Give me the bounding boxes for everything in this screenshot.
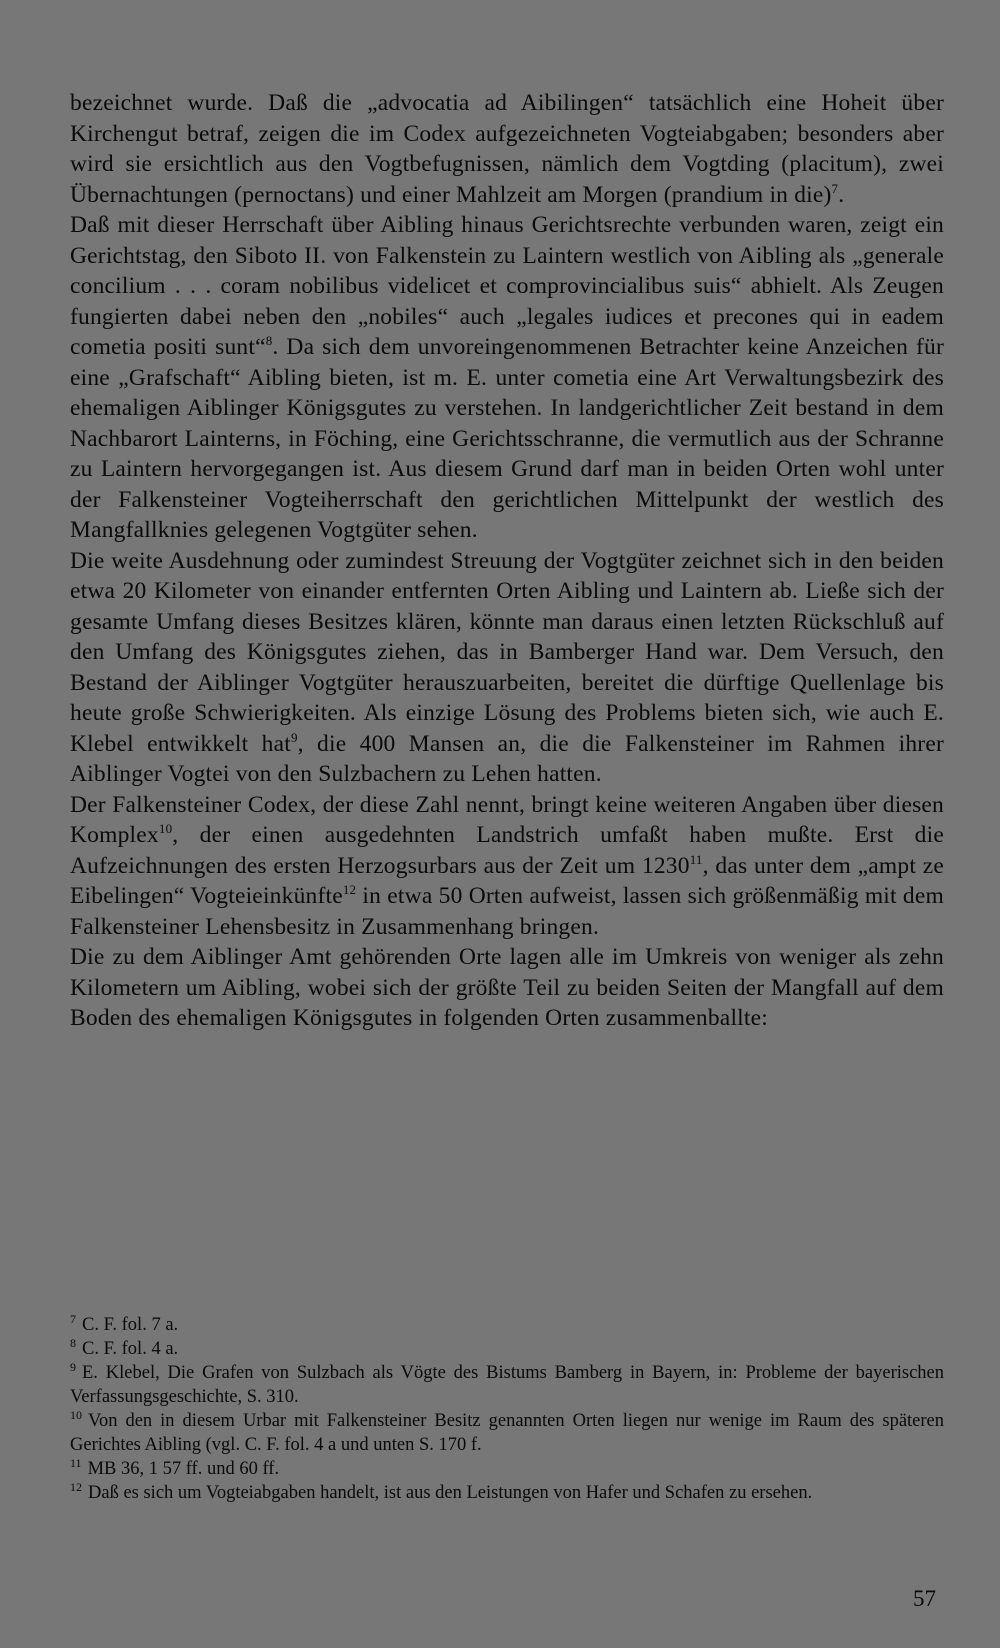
footnote-reference: 12 <box>342 882 357 898</box>
footnote-reference: 8 <box>265 333 273 349</box>
text-segment: Die zu dem Aiblinger Amt gehörenden Orte lagen alle im Umkreis von weniger als zehn Kilometern um Aibling, wobei sich der größte Teil zu beiden Seiten der Mangfall auf dem Boden des ehemaligen Königsgutes in folgenden Orten zusammenballte: <box>70 944 944 1031</box>
text-segment: . <box>838 181 845 208</box>
footnote <box>70 1457 944 1481</box>
footnote-text: Daß es sich um Vogteiabgaben handelt, ist aus den Leistungen von Hafer und Schafen zu ersehen. <box>88 1483 813 1503</box>
footnote-text: MB 36, 1 57 ff. und 60 ff. <box>87 1459 280 1479</box>
text-segment: Daß mit dieser Herrschaft über Aibling hinaus Gerichtsrechte verbunden waren, zeigt ein Gerichtstag, den Siboto II. von Falkenstein zu Laintern westlich von Aibling als „generale concilium . . . coram nobilibus videlicet et comprovincialibus suis“ abhielt. Als Zeugen fungierten dabei neben den „nobiles“ auch „legales iudices et precones qui in eadem cometia positi sunt“ <box>70 212 944 360</box>
footnote-number: 10 <box>70 1407 82 1422</box>
paragraph <box>70 546 944 790</box>
footnote-text: C. F. fol. 4 a. <box>82 1339 179 1359</box>
footnote-number: 9 <box>70 1359 76 1374</box>
text-segment: , das unter dem „ampt ze Eibelingen“ Vogteieinkünfte <box>70 852 945 909</box>
footnote-number: 8 <box>70 1335 76 1350</box>
text-segment: Der Falkensteiner Codex, der diese Zahl nennt, bringt keine weiteren Angaben über diesen Komplex <box>70 791 944 848</box>
footnotes <box>70 1313 944 1505</box>
paragraph <box>70 790 944 943</box>
paragraph <box>70 942 944 1034</box>
footnote-reference: 7 <box>831 180 839 196</box>
text-segment: . Da sich dem unvoreingenommenen Betrachter keine Anzeichen für eine „Grafschaft“ Aibling bieten, ist m. E. unter cometia eine Art Verwaltungsbezirk des ehemaligen Aiblinger Königsgutes zu verstehen. In landgerichtlicher Zeit bestand in dem Nachbarort Lainterns, in Föching, eine Gerichtsschranne, die vermutlich aus der Schranne zu Laintern hervorgegangen ist. Aus diesem Grund darf man in beiden Orten wohl unter der Falkensteiner Vogteiherrschaft den gerichtlichen Mittelpunkt der westlich des Mangfallknies gelegenen Vogtgüter sehen. <box>70 334 944 543</box>
text-segment: Die weite Ausdehnung oder zumindest Streuung der Vogtgüter zeichnet sich in den beiden etwa 20 Kilometer von einander entfernten Orten Aibling und Laintern ab. Ließe sich der gesamte Umfang dieses Besitzes klären, könnte man daraus einen letzten Rückschluß auf den Umfang des Königsgutes ziehen, das in Bamberger Hand war. Dem Versuch, den Bestand der Aiblinger Vogtgüter herauszuarbeiten, bereitet die dürftige Quellenlage bis heute große Schwierigkeiten. Als einzige Lösung des Problems bieten sich, wie auch E. Klebel entwikkelt hat <box>70 547 944 757</box>
body-text <box>70 88 944 1034</box>
footnote-number: 12 <box>70 1479 82 1494</box>
footnote <box>70 1361 944 1409</box>
footnote <box>70 1313 944 1337</box>
footnote-reference: 9 <box>290 729 298 745</box>
footnote-reference: 10 <box>158 821 173 837</box>
paragraph <box>70 88 944 210</box>
footnote <box>70 1337 944 1361</box>
footnote-number: 7 <box>70 1311 76 1326</box>
footnote-text: C. F. fol. 7 a. <box>82 1315 179 1335</box>
text-segment: , der einen ausgedehnten Landstrich umfaßt haben mußte. Erst die Aufzeichnungen des ersten Herzogsurbars aus der Zeit um 1230 <box>70 822 944 879</box>
footnote <box>70 1409 944 1457</box>
footnote-text: E. Klebel, Die Grafen von Sulzbach als Vögte des Bistums Bamberg in Bayern, in: Probleme der bayerischen Verfassungsgeschichte, S. 310. <box>70 1363 944 1407</box>
footnote-number: 11 <box>70 1455 82 1470</box>
paragraph <box>70 210 944 546</box>
footnote-reference: 11 <box>689 851 703 867</box>
text-segment: , die 400 Mansen an, die die Falkensteiner im Rahmen ihrer Aiblinger Vogtei von den Sulzbachern zu Lehen hatten. <box>70 730 944 787</box>
footnote-text: Von den in diesem Urbar mit Falkensteiner Besitz genannten Orten liegen nur wenige im Raum des späteren Gerichtes Aibling (vgl. C. F. fol. 4 a und unten S. 170 f. <box>70 1411 944 1455</box>
footnote <box>70 1481 944 1505</box>
text-segment: bezeichnet wurde. Daß die „advocatia ad Aibilingen“ tatsächlich eine Hoheit über Kirchengut betraf, zeigen die im Codex aufgezeichneten Vogteiabgaben; besonders aber wird sie ersichtlich aus den Vogtbefugnissen, nämlich dem Vogtding (placitum), zwei Übernachtungen (pernoctans) und einer Mahlzeit am Morgen (prandium in die) <box>70 90 944 208</box>
page-number: 57 <box>913 1586 936 1611</box>
text-segment: in etwa 50 Orten aufweist, lassen sich größenmäßig mit dem Falkensteiner Lehensbesitz in Zusammenhang bringen. <box>70 883 944 940</box>
